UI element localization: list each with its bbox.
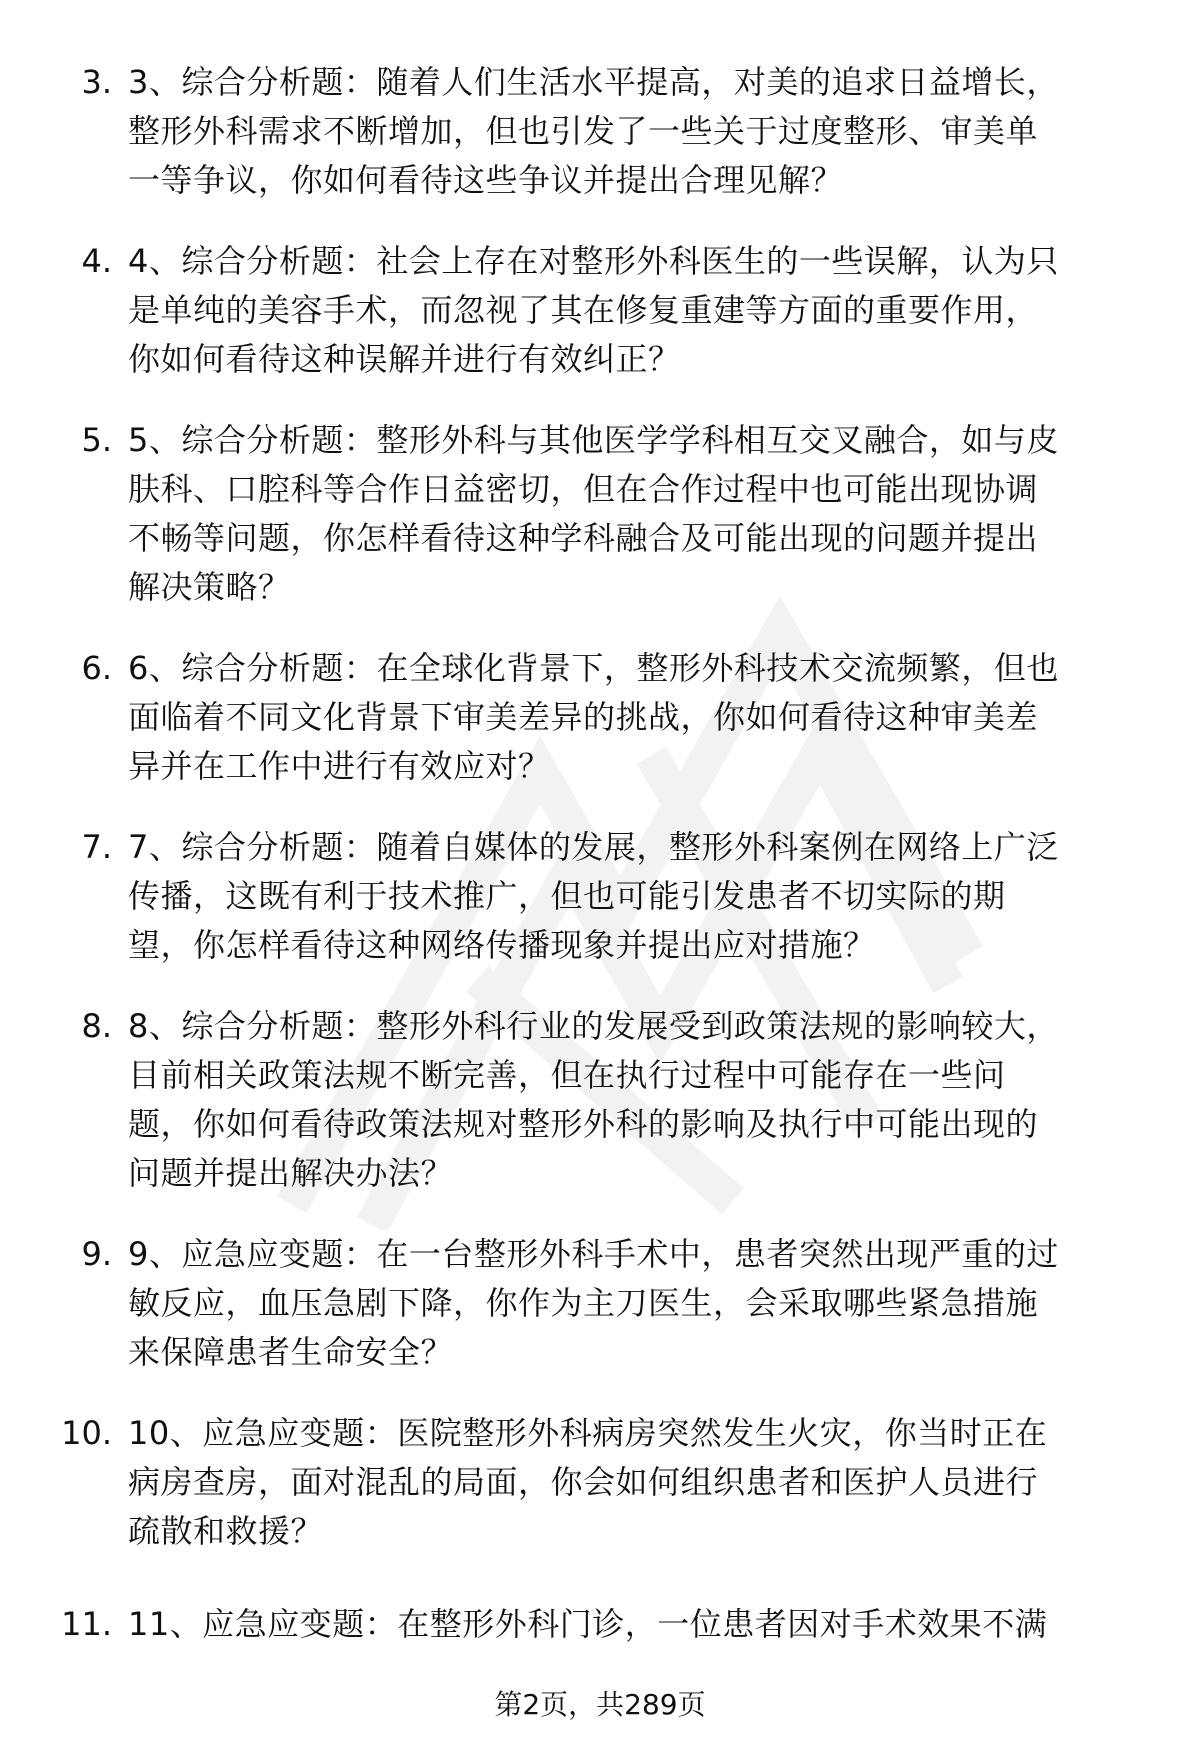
question-text — [128, 1230, 1158, 1377]
list-number: 5. — [81, 421, 112, 459]
question-line: 疏散和救援？ — [128, 1512, 324, 1550]
question-line: 6、综合分析题：在全球化背景下，整形外科技术交流频繁，但也 — [128, 649, 1059, 687]
question-line: 是单纯的美容手术，而忽视了其在修复重建等方面的重要作用， — [128, 291, 1039, 329]
question-line: 题，你如何看待政策法规对整形外科的影响及执行中可能出现的 — [128, 1105, 1039, 1143]
question-line: 10、应急应变题：医院整形外科病房突然发生火灾，你当时正在 — [128, 1414, 1048, 1452]
question-line: 整形外科需求不断增加，但也引发了一些关于过度整形、审美单 — [128, 112, 1039, 150]
question-line: 问题并提出解决办法？ — [128, 1154, 454, 1192]
question-line: 异并在工作中进行有效应对？ — [128, 747, 551, 785]
question-text — [128, 644, 1158, 791]
question-line: 4、综合分析题：社会上存在对整形外科医生的一些误解，认为只 — [128, 242, 1059, 280]
question-text — [128, 823, 1158, 970]
list-number: 11. — [61, 1605, 112, 1643]
question-line: 传播，这既有利于技术推广，但也可能引发患者不切实际的期 — [128, 877, 1006, 915]
question-line: 病房查房，面对混乱的局面，你会如何组织患者和医护人员进行 — [128, 1463, 1039, 1501]
list-number: 6. — [81, 649, 112, 687]
question-line: 8、综合分析题：整形外科行业的发展受到政策法规的影响较大， — [128, 1007, 1059, 1045]
question-text — [128, 58, 1158, 205]
question-text — [128, 1409, 1158, 1556]
list-number: 7. — [81, 828, 112, 866]
list-number: 9. — [81, 1235, 112, 1273]
question-line: 敏反应，血压急剧下降，你作为主刀医生，会采取哪些紧急措施 — [128, 1284, 1039, 1322]
question-text — [128, 1600, 1158, 1649]
list-number: 3. — [81, 63, 112, 101]
list-number: 8. — [81, 1007, 112, 1045]
list-number: 4. — [81, 242, 112, 280]
question-line: 9、应急应变题：在一台整形外科手术中，患者突然出现严重的过 — [128, 1235, 1059, 1273]
question-line: 来保障患者生命安全？ — [128, 1333, 454, 1371]
question-line: 5、综合分析题：整形外科与其他医学学科相互交叉融合，如与皮 — [128, 421, 1059, 459]
page-indicator: 第2页，共289页 — [494, 1688, 706, 1721]
question-text — [128, 416, 1158, 612]
question-text — [128, 1002, 1158, 1198]
list-number: 10. — [61, 1414, 112, 1452]
question-text — [128, 237, 1158, 384]
question-line: 11、应急应变题：在整形外科门诊，一位患者因对手术效果不满 — [128, 1605, 1048, 1643]
question-line: 7、综合分析题：随着自媒体的发展，整形外科案例在网络上广泛 — [128, 828, 1059, 866]
question-line: 一等争议，你如何看待这些争议并提出合理见解？ — [128, 161, 844, 199]
question-line: 不畅等问题，你怎样看待这种学科融合及可能出现的问题并提出 — [128, 519, 1039, 557]
question-line: 目前相关政策法规不断完善，但在执行过程中可能存在一些问 — [128, 1056, 1006, 1094]
question-line: 3、综合分析题：随着人们生活水平提高，对美的追求日益增长， — [128, 63, 1059, 101]
question-line: 望，你怎样看待这种网络传播现象并提出应对措施？ — [128, 926, 876, 964]
question-line: 肤科、口腔科等合作日益密切，但在合作过程中也可能出现协调 — [128, 470, 1039, 508]
question-line: 你如何看待这种误解并进行有效纠正？ — [128, 340, 681, 378]
question-line: 解决策略？ — [128, 568, 291, 606]
question-line: 面临着不同文化背景下审美差异的挑战，你如何看待这种审美差 — [128, 698, 1039, 736]
